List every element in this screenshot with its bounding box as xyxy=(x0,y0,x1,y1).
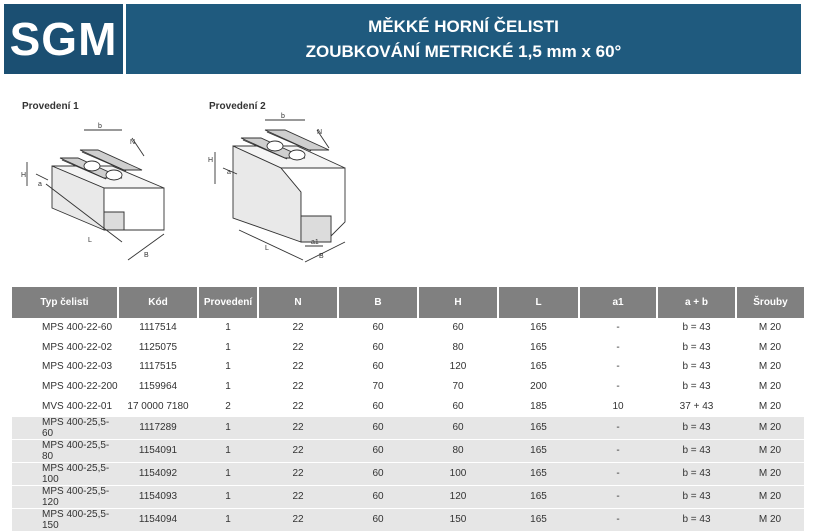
cell-a1: - xyxy=(616,322,620,334)
cell-h: 70 xyxy=(452,381,464,393)
table-row xyxy=(12,462,804,485)
cell-b: 60 xyxy=(372,341,384,353)
cell-a-plus-b: b = 43 xyxy=(682,322,711,334)
dim-a-label-2: a xyxy=(227,169,231,176)
header xyxy=(4,4,801,74)
dim-h-label-1: H xyxy=(21,172,27,179)
cell-screws: M 20 xyxy=(736,508,804,531)
cell-type: MPS 400-22-60 xyxy=(42,322,113,334)
cell-h: 80 xyxy=(418,439,498,462)
cell-h: 60 xyxy=(452,322,464,334)
col-header-type: Typ čelisti xyxy=(12,287,118,318)
cell-variant: 1 xyxy=(198,416,258,439)
cell-variant: 1 xyxy=(225,322,231,334)
cell-a1: - xyxy=(579,485,657,508)
title-line-2: ZOUBKOVÁNÍ METRICKÉ 1,5 mm x 60° xyxy=(305,42,622,61)
cell-a-plus-b: b = 43 xyxy=(657,508,736,531)
cell-n: 22 xyxy=(292,400,304,412)
variant-1-drawing xyxy=(18,112,178,272)
cell-variant: 1 xyxy=(198,462,258,485)
cell-h: 80 xyxy=(452,341,464,353)
cell-code: 17 0000 7180 xyxy=(127,400,189,412)
dim-b-label-1: b xyxy=(98,123,102,130)
cell-type: MPS 400-25,5-60 xyxy=(12,416,118,439)
cell-l: 165 xyxy=(530,341,547,353)
col-header-code: Kód xyxy=(118,287,198,318)
cell-a1: - xyxy=(579,439,657,462)
cell-l: 200 xyxy=(530,381,547,393)
cell-code: 1154093 xyxy=(118,485,198,508)
cell-screws: M 20 xyxy=(736,485,804,508)
cell-code: 1154092 xyxy=(118,462,198,485)
jaws-table xyxy=(12,287,804,531)
cell-b: 60 xyxy=(338,508,418,531)
dim-a-label-1: a xyxy=(38,181,42,188)
cell-screws: M 20 xyxy=(758,381,782,393)
cell-type: MPS 400-25,5-80 xyxy=(12,439,118,462)
table-row xyxy=(12,439,804,462)
cell-b: 60 xyxy=(372,400,384,412)
variant-1-label: Provedení 1 xyxy=(22,101,79,112)
cell-code: 1154094 xyxy=(118,508,198,531)
brand-logo: SGM xyxy=(4,4,123,74)
cell-b: 60 xyxy=(372,361,384,373)
variant-2-label: Provedení 2 xyxy=(209,101,266,112)
cell-code: 1125075 xyxy=(138,341,178,353)
dim-b-label-2: b xyxy=(281,113,285,120)
cell-variant: 1 xyxy=(198,439,258,462)
dim-b2-label-1: B xyxy=(144,252,149,259)
cell-type: MPS 400-22-02 xyxy=(42,341,113,353)
cell-b: 60 xyxy=(338,416,418,439)
cell-n: 22 xyxy=(258,508,338,531)
cell-screws: M 20 xyxy=(758,400,782,412)
table-row xyxy=(12,338,804,358)
cell-screws: M 20 xyxy=(758,322,782,334)
cell-a1: - xyxy=(616,381,620,393)
cell-a1: - xyxy=(616,341,620,353)
cell-code: 1117515 xyxy=(139,361,177,373)
cell-a-plus-b: b = 43 xyxy=(657,439,736,462)
cell-a1: 10 xyxy=(612,400,624,412)
cell-l: 165 xyxy=(498,416,579,439)
cell-variant: 1 xyxy=(225,381,231,393)
dim-h-label-2: H xyxy=(208,157,214,164)
cell-a-plus-b: b = 43 xyxy=(682,381,711,393)
cell-a-plus-b: b = 43 xyxy=(657,416,736,439)
col-header-a1: a1 xyxy=(579,287,657,318)
cell-n: 22 xyxy=(258,462,338,485)
cell-l: 165 xyxy=(498,508,579,531)
cell-code: 1154091 xyxy=(118,439,198,462)
dim-b2-label-2: B xyxy=(319,253,324,260)
cell-type: MPS 400-22-200 xyxy=(42,381,118,393)
cell-n: 22 xyxy=(292,361,304,373)
cell-h: 100 xyxy=(418,462,498,485)
table-row xyxy=(12,357,804,377)
cell-code: 1117514 xyxy=(139,322,177,334)
col-header-h: H xyxy=(418,287,498,318)
cell-screws: M 20 xyxy=(736,416,804,439)
cell-n: 22 xyxy=(292,381,304,393)
table-row xyxy=(12,508,804,531)
col-header-b: B xyxy=(338,287,418,318)
cell-screws: M 20 xyxy=(758,341,782,353)
cell-n: 22 xyxy=(258,439,338,462)
dim-n-label-2: N xyxy=(317,129,323,136)
cell-a1: - xyxy=(616,361,620,373)
cell-l: 165 xyxy=(498,462,579,485)
table-header-row xyxy=(12,287,804,318)
title-banner xyxy=(126,4,801,74)
cell-a-plus-b: 37 + 43 xyxy=(679,400,714,412)
cell-h: 60 xyxy=(452,400,464,412)
cell-code: 1117289 xyxy=(118,416,198,439)
title-line-1: MĚKKÉ HORNÍ ČELISTI xyxy=(368,17,559,36)
col-header-l: L xyxy=(498,287,579,318)
table-row xyxy=(12,377,804,397)
cell-a-plus-b: b = 43 xyxy=(682,341,711,353)
col-header-screws: Šrouby xyxy=(736,287,804,318)
cell-variant: 2 xyxy=(225,400,231,412)
table-row xyxy=(12,318,804,338)
dim-l-label-1: L xyxy=(88,237,92,244)
cell-code: 1159964 xyxy=(138,381,178,393)
cell-a-plus-b: b = 43 xyxy=(657,485,736,508)
cell-a1: - xyxy=(579,508,657,531)
dim-n-label-1: N xyxy=(130,139,136,146)
cell-variant: 1 xyxy=(225,361,231,373)
col-header-variant: Provedení xyxy=(198,287,258,318)
cell-variant: 1 xyxy=(198,508,258,531)
cell-variant: 1 xyxy=(225,341,231,353)
cell-b: 60 xyxy=(372,322,384,334)
cell-type: MPS 400-22-03 xyxy=(42,361,113,373)
cell-a1: - xyxy=(579,462,657,485)
cell-h: 120 xyxy=(418,485,498,508)
cell-l: 165 xyxy=(530,361,547,373)
cell-n: 22 xyxy=(258,416,338,439)
table-body xyxy=(12,318,804,531)
dim-a1-label-2: a1 xyxy=(311,239,319,246)
table-row xyxy=(12,396,804,416)
cell-a-plus-b: b = 43 xyxy=(657,462,736,485)
variant-2-drawing xyxy=(205,112,365,272)
cell-l: 165 xyxy=(498,485,579,508)
cell-h: 150 xyxy=(418,508,498,531)
cell-h: 60 xyxy=(418,416,498,439)
cell-l: 165 xyxy=(530,322,547,334)
table-row xyxy=(12,416,804,439)
cell-b: 60 xyxy=(338,485,418,508)
cell-screws: M 20 xyxy=(758,361,782,373)
cell-b: 70 xyxy=(372,381,384,393)
cell-n: 22 xyxy=(258,485,338,508)
cell-n: 22 xyxy=(292,341,304,353)
cell-screws: M 20 xyxy=(736,439,804,462)
cell-a-plus-b: b = 43 xyxy=(682,361,711,373)
col-header-a-plus-b: a + b xyxy=(657,287,736,318)
cell-l: 185 xyxy=(530,400,547,412)
table-row xyxy=(12,485,804,508)
cell-h: 120 xyxy=(449,361,467,373)
col-header-n: N xyxy=(258,287,338,318)
cell-b: 60 xyxy=(338,439,418,462)
cell-type: MPS 400-25,5-100 xyxy=(12,462,118,485)
cell-n: 22 xyxy=(292,322,304,334)
cell-variant: 1 xyxy=(198,485,258,508)
cell-l: 165 xyxy=(498,439,579,462)
cell-a1: - xyxy=(579,416,657,439)
cell-type: MPS 400-25,5-120 xyxy=(12,485,118,508)
cell-type: MPS 400-25,5-150 xyxy=(12,508,118,531)
cell-b: 60 xyxy=(338,462,418,485)
cell-screws: M 20 xyxy=(736,462,804,485)
cell-type: MVS 400-22-01 xyxy=(42,400,113,412)
dim-l-label-2: L xyxy=(265,245,269,252)
